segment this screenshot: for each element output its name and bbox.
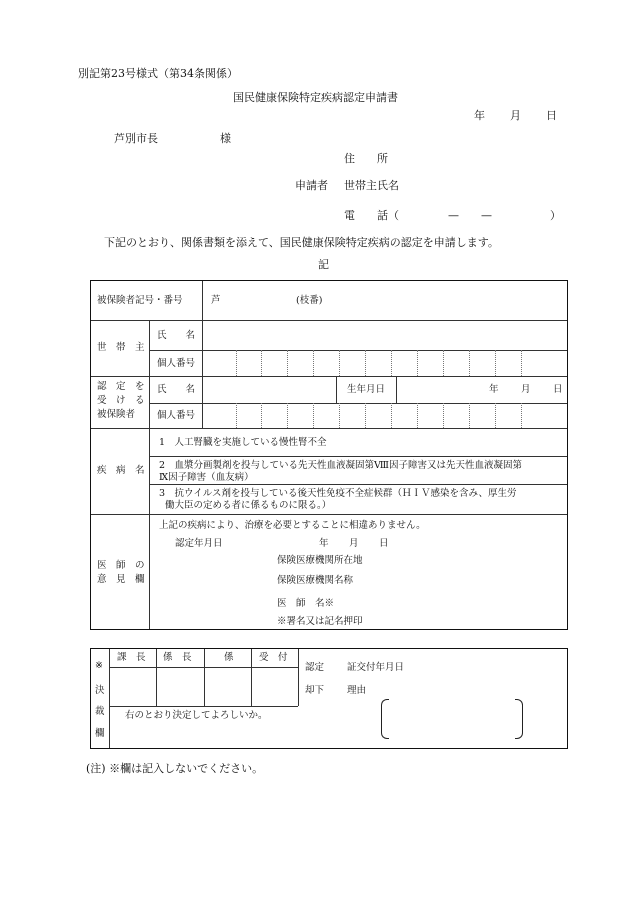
birth-day-label: 日	[553, 384, 563, 395]
birth-year-label: 年	[489, 384, 499, 395]
form-title: 国民健康保険特定疾病認定申請書	[233, 91, 398, 104]
addressee: 芦別市長	[114, 132, 158, 145]
birthdate-label: 生年月日	[347, 384, 386, 395]
reason-label: 理由	[347, 685, 367, 696]
approved-label: 認定	[305, 662, 325, 673]
recipient-label-2: 受 け る	[97, 395, 145, 406]
date-month-label: 月	[510, 109, 521, 122]
cert-year-label: 年	[319, 538, 329, 549]
cert-date-label: 認定年月日	[175, 538, 223, 549]
householder-name-label: 世帯主氏名	[344, 179, 399, 192]
footer-note: (注) ※欄は記入しないでください。	[86, 762, 264, 775]
doctor-label-2: 意 見 欄	[97, 574, 145, 585]
cert-day-label: 日	[379, 538, 389, 549]
intro-text: 下記のとおり、関係書類を添えて、国民健康保険特定疾病の認定を申請します。	[104, 236, 499, 249]
recipient-label-1: 認 定 を	[97, 381, 145, 392]
disease-item-3-line2: 働大臣の定める者に係るものに限る。）	[165, 500, 332, 511]
decision-table	[90, 648, 568, 749]
disease-item-1: 1 人工腎臓を実施している慢性腎不全	[159, 437, 327, 448]
rejected-label: 却下	[305, 685, 325, 696]
addressee-suffix: 様	[220, 132, 231, 145]
role-reception: 受 付	[259, 652, 288, 663]
householder-personal-number-label: 個人番号	[157, 358, 196, 369]
role-subsection-chief: 係 長	[163, 652, 192, 663]
reason-bracket-left	[381, 699, 389, 739]
approve-request-text: 右のとおり決定してよろしいか。	[125, 710, 268, 721]
cert-month-label: 月	[349, 538, 359, 549]
date-day-label: 日	[546, 109, 557, 122]
phone-label: 電 話（	[344, 209, 399, 222]
birth-month-label: 月	[521, 384, 531, 395]
issue-date-label: 証交付年月日	[347, 662, 405, 673]
decision-mark: ※	[95, 660, 103, 671]
disease-item-2-line1: 2 血漿分画製剤を投与している先天性血液凝固第Ⅷ因子障害又は先天性血液凝固第	[159, 460, 523, 471]
doctor-statement: 上記の疾病により、治療を必要とすることに相違ありません。	[159, 520, 426, 531]
recipient-personal-number-label: 個人番号	[157, 410, 196, 421]
recipient-name-label: 氏 名	[157, 384, 196, 395]
doctor-name-label: 医 師 名※	[277, 598, 335, 609]
note-mark: 記	[318, 258, 329, 271]
application-table	[90, 280, 568, 630]
insured-symbol-label: 被保険者記号・番号	[97, 295, 183, 306]
role-section-chief: 課 長	[117, 652, 146, 663]
decision-vertical-3: 裁	[95, 706, 105, 717]
decision-vertical-2: 決	[95, 685, 105, 696]
facility-address-label: 保険医療機関所在地	[277, 555, 363, 566]
address-label: 住 所	[344, 152, 388, 165]
recipient-label-3: 被保険者	[97, 409, 136, 420]
reason-bracket-right	[515, 699, 523, 739]
householder-label: 世 帯 主	[97, 342, 145, 353]
disease-label: 疾 病 名	[97, 465, 145, 476]
role-staff: 係	[224, 652, 234, 663]
doctor-label-1: 医 師 の	[97, 560, 145, 571]
disease-item-2-line2: Ⅸ因子障害（血友病）	[159, 472, 254, 483]
disease-item-3-line1: 3 抗ウイルス剤を投与している後天性免疫不全症候群（ＨＩＶ感染を含み、厚生労	[159, 488, 517, 499]
form-number: 別記第23号様式（第34条関係）	[78, 67, 238, 80]
phone-close: ）	[550, 209, 561, 222]
facility-name-label: 保険医療機関名称	[277, 575, 354, 586]
date-year-label: 年	[474, 109, 485, 122]
householder-name-label: 氏 名	[157, 330, 196, 341]
branch-number-label: (枝番)	[296, 295, 323, 306]
decision-vertical-4: 欄	[95, 728, 105, 739]
applicant-label: 申請者	[295, 179, 328, 192]
signature-note: ※署名又は記名押印	[277, 616, 363, 627]
phone-dash: — —	[448, 209, 492, 222]
insured-symbol-prefix: 芦	[211, 295, 221, 306]
